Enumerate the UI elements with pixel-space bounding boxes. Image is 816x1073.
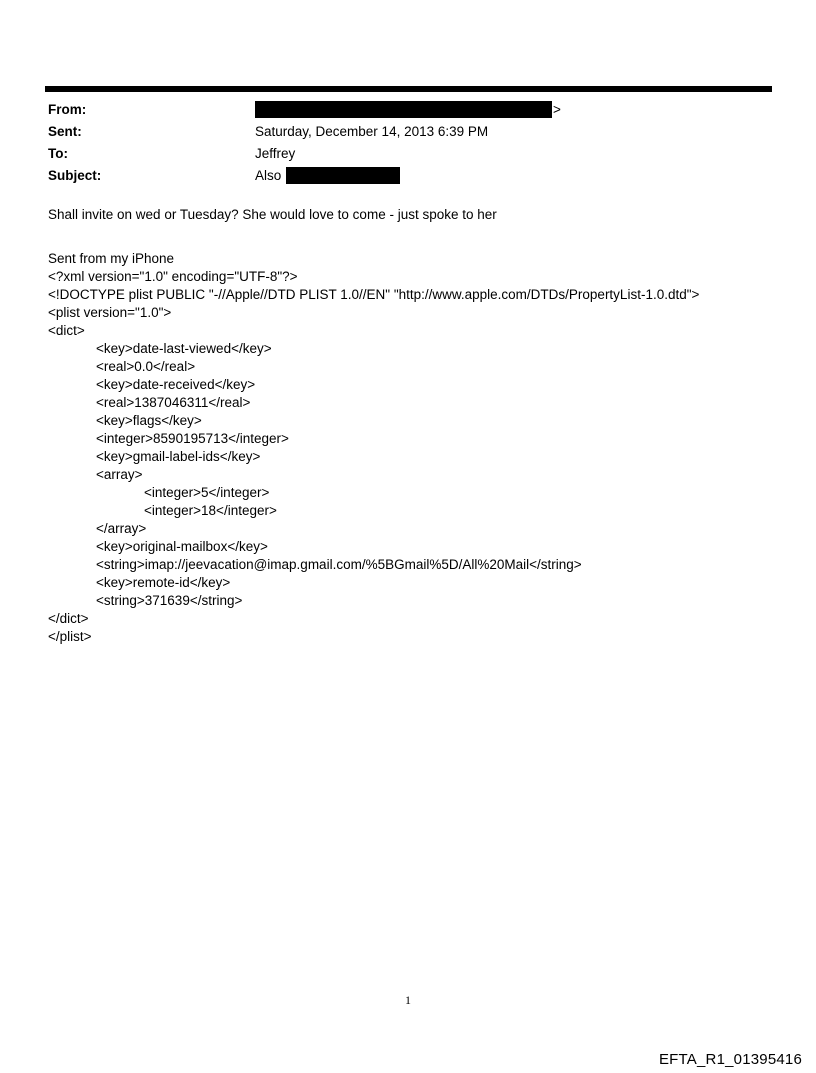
bates-number: EFTA_R1_01395416: [658, 1051, 802, 1068]
header-divider-rule: [45, 86, 772, 92]
plist-line: <?xml version="1.0" encoding="UTF-8"?>: [48, 269, 298, 284]
email-header: [48, 99, 561, 187]
page-number: 1: [405, 993, 411, 1007]
subject-visible-text: Also: [255, 168, 282, 183]
from-redaction-bar: [255, 101, 552, 118]
from-label: From:: [48, 102, 87, 117]
plist-line: <integer>18</integer>: [144, 503, 277, 518]
plist-line: <dict>: [48, 323, 85, 338]
plist-line: <key>original-mailbox</key>: [96, 539, 268, 554]
header-row-subject: [48, 165, 561, 187]
plist-line: <key>flags</key>: [96, 413, 202, 428]
to-value: Jeffrey: [255, 146, 296, 161]
plist-line: <string>371639</string>: [96, 593, 243, 608]
plist-line: <key>remote-id</key>: [96, 575, 231, 590]
plist-line: <array>: [96, 467, 143, 482]
plist-line: <key>date-last-viewed</key>: [96, 341, 272, 356]
plist-line: <!DOCTYPE plist PUBLIC "-//Apple//DTD PLIST 1.0//EN" "http://www.apple.com/DTDs/PropertyList-1.0.dtd">: [48, 287, 700, 302]
plist-line: <real>1387046311</real>: [96, 395, 251, 410]
from-suffix-text: >: [553, 102, 561, 117]
plist-line: <integer>8590195713</integer>: [96, 431, 289, 446]
subject-value: [255, 165, 400, 187]
header-row-to: [48, 143, 561, 165]
subject-redaction-bar: [286, 167, 400, 184]
plist-line: </array>: [96, 521, 147, 536]
subject-label: Subject:: [48, 168, 102, 183]
signature-text: Sent from my iPhone: [48, 251, 175, 266]
sent-value: Saturday, December 14, 2013 6:39 PM: [255, 124, 489, 139]
plist-line: <key>date-received</key>: [96, 377, 256, 392]
plist-line: </plist>: [48, 629, 92, 644]
from-value: [255, 99, 561, 121]
to-label: To:: [48, 146, 68, 161]
plist-line: <key>gmail-label-ids</key>: [96, 449, 261, 464]
header-row-sent: [48, 121, 561, 143]
sent-label: Sent:: [48, 124, 82, 139]
email-body: [48, 206, 699, 646]
header-row-from: [48, 99, 561, 121]
plist-block: [48, 250, 699, 646]
plist-line: <real>0.0</real>: [96, 359, 196, 374]
plist-line: <string>imap://jeevacation@imap.gmail.com/%5BGmail%5D/All%20Mail</string>: [96, 557, 582, 572]
plist-line: <plist version="1.0">: [48, 305, 172, 320]
message-text: Shall invite on wed or Tuesday? She would love to come - just spoke to her: [48, 207, 497, 222]
plist-line: </dict>: [48, 611, 89, 626]
plist-line: <integer>5</integer>: [144, 485, 270, 500]
